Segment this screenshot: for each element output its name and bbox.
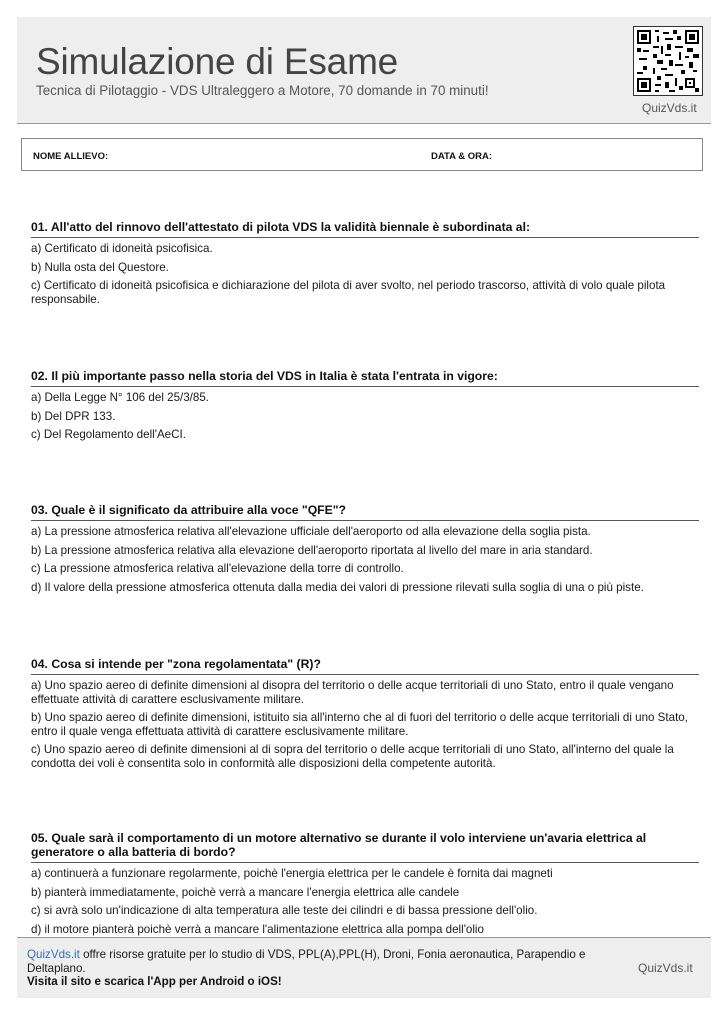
page-footer	[17, 937, 711, 998]
answer-option: a) continuerà a funzionare regolarmente, poichè l'energia elettrica per le candele è fornita dai magneti	[31, 867, 553, 880]
page-header	[17, 17, 711, 124]
qr-code-icon[interactable]	[633, 26, 703, 96]
question-3	[31, 503, 699, 599]
footer-site-link[interactable]: QuizVds.it	[27, 948, 80, 961]
answer-option: c) La pressione atmosferica relativa all'elevazione della torre di controllo.	[31, 562, 404, 575]
answer-option: d) il motore pianterà poichè verrà a mancare l'alimentazione elettrica alla pompa dell'olio	[31, 922, 484, 936]
answer-option: b) pianterà immediatamente, poichè verrà a mancare l'energia elettrica alle candele	[31, 885, 460, 899]
answer-option: c) Certificato di idoneità psicofisica e dichiarazione del pilota di aver svolto, nel periodo trascorso, attività di volo quale pilota responsabile.	[31, 279, 666, 306]
answer-option: c) si avrà solo un'indicazione di alta temperatura alle teste dei cilindri e di bassa pressione dell'olio.	[31, 904, 538, 917]
answer-option: a) Della Legge N° 106 del 25/3/85.	[31, 391, 210, 404]
answer-option: b) Nulla osta del Questore.	[31, 260, 169, 274]
answer-option: a) Certificato di idoneità psicofisica.	[31, 242, 213, 255]
page-title: Simulazione di Esame	[36, 41, 399, 82]
footer-description: offre risorse gratuite per lo studio di VDS, PPL(A),PPL(H), Droni, Fonia aeronautica, Parapendio e Deltaplano.	[27, 948, 586, 975]
page-subtitle: Tecnica di Pilotaggio - VDS Ultraleggero a Motore, 70 domande in 70 minuti!	[36, 83, 489, 98]
brand-label[interactable]: QuizVds.it	[642, 101, 697, 115]
answer-option: a) La pressione atmosferica relativa all'elevazione ufficiale dell'aeroporto od alla elevazione della soglia pista.	[31, 525, 591, 538]
question-4	[31, 657, 699, 775]
answer-option: b) Del DPR 133.	[31, 409, 116, 423]
answer-option: a) Uno spazio aereo di definite dimensioni al disopra del territorio o delle acque territoriali di uno Stato, entro il quale vengano effettuate attività di carattere esclusivamente militare.	[31, 679, 674, 706]
answer-option: c) Del Regolamento dell'AeCI.	[31, 428, 186, 441]
answer-option: b) La pressione atmosferica relativa alla elevazione dell'aeroporto riportata al livello del mare in aria standard.	[31, 543, 593, 557]
student-info-box	[21, 138, 703, 171]
answer-option: c) Uno spazio aereo di definite dimensioni al di sopra del territorio o delle acque territoriali di uno Stato, all'interno del quale la condotta dei voli è consentita solo in conformità alle disposizioni della competente autorità.	[31, 743, 674, 770]
question-text: 05. Quale sarà il comportamento di un motore alternativo se durante il volo interviene un'avaria elettrica al generatore o alla batteria di bordo?	[31, 831, 699, 863]
question-2	[31, 369, 699, 447]
footer-cta: Visita il sito e scarica l'App per Android o iOS!	[27, 975, 282, 988]
footer-text	[27, 948, 627, 989]
question-5	[31, 831, 699, 941]
question-text: 01. All'atto del rinnovo dell'attestato di pilota VDS la validità biennale è subordinata al:	[31, 220, 699, 238]
date-time-label: DATA & ORA:	[431, 151, 493, 162]
student-name-label: NOME ALLIEVO:	[33, 151, 109, 162]
footer-brand-label[interactable]: QuizVds.it	[638, 961, 693, 975]
question-text: 04. Cosa si intende per "zona regolamentata" (R)?	[31, 657, 699, 675]
answer-option: d) Il valore della pressione atmosferica ottenuta dalla media dei valori di pressione rilevati sulla soglia di una o più piste.	[31, 580, 644, 594]
question-text: 03. Quale è il significato da attribuire alla voce "QFE"?	[31, 503, 699, 521]
question-text: 02. Il più importante passo nella storia del VDS in Italia è stata l'entrata in vigore:	[31, 369, 699, 387]
answer-option: b) Uno spazio aereo di definite dimensioni, istituito sia all'interno che al di fuori del territorio o delle acque territoriali di uno Stato, entro il quale venga effettuata attività di carattere esclusivamente militare.	[31, 711, 688, 738]
question-1	[31, 220, 699, 311]
